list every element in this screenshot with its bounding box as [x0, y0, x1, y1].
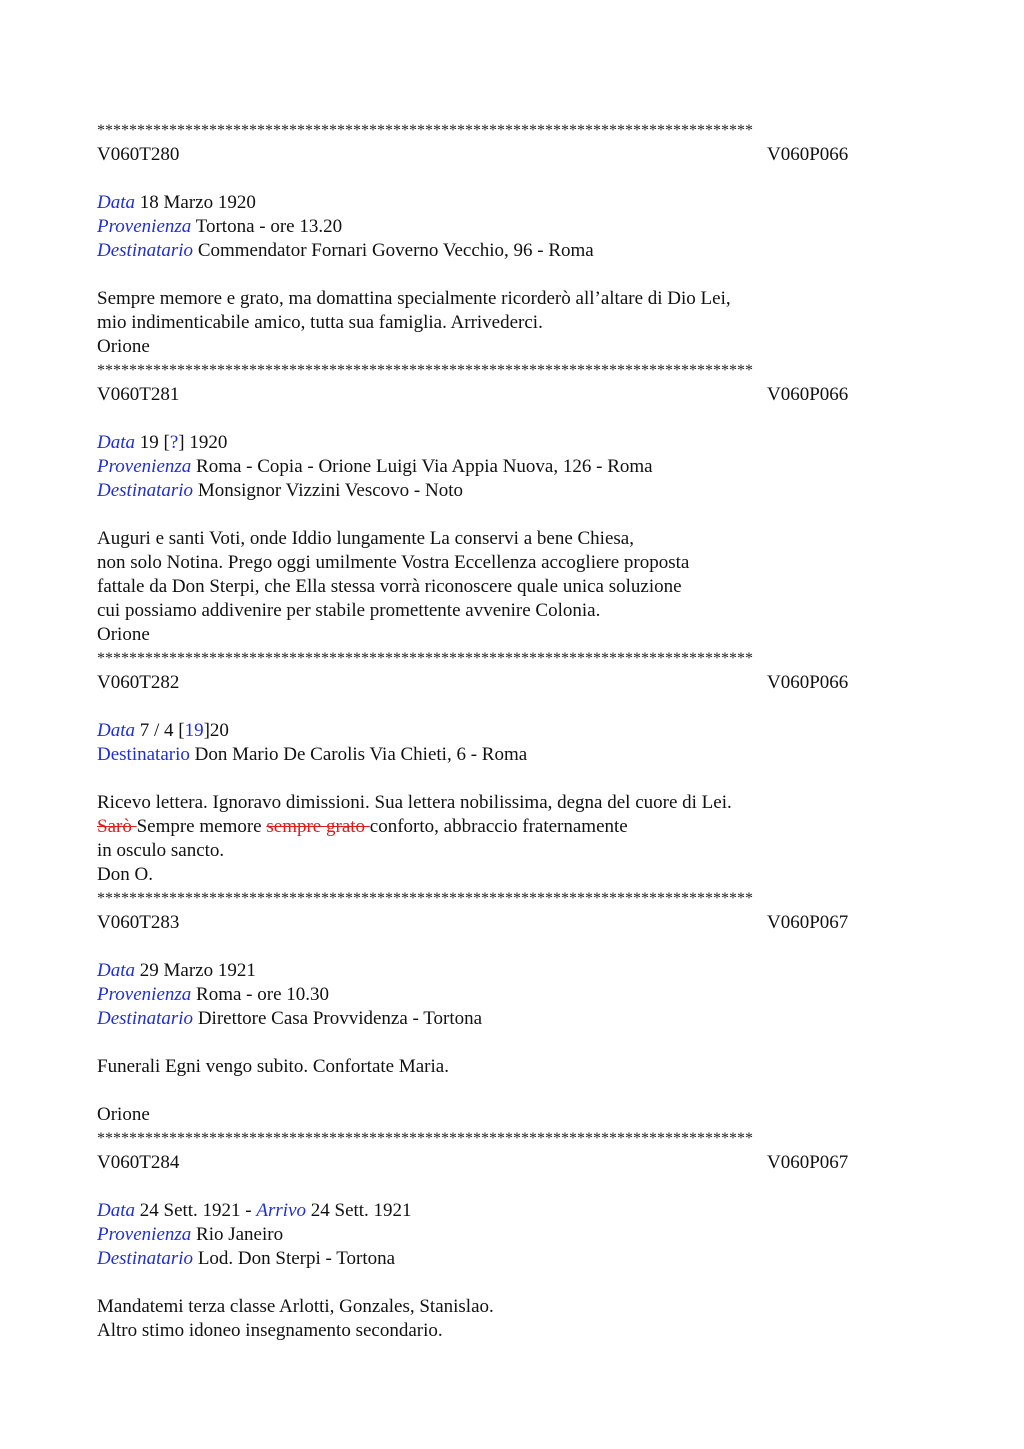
data-value: 29 Marzo 1921 [139, 960, 256, 981]
arrivo-value: 24 Sett. 1921 [310, 1200, 412, 1221]
entry-id: V060T280 [97, 144, 180, 165]
entry-header [97, 143, 927, 167]
signature: Don O. [97, 864, 153, 885]
provenienza-line [97, 455, 927, 479]
deleted-text: Sarò [97, 816, 137, 837]
provenienza-value: Rio Janeiro [196, 1224, 284, 1245]
destinatario-value: Direttore Casa Provvidenza - Tortona [197, 1008, 483, 1029]
provenienza-line [97, 1223, 927, 1247]
signature: Orione [97, 336, 150, 357]
body-text: conforto, abbraccio fraternamente [369, 816, 628, 837]
page-id: V060P066 [767, 672, 849, 693]
data-label: Data [97, 432, 135, 453]
body-line: Mandatemi terza classe Arlotti, Gonzales, Stanislao. [97, 1296, 494, 1317]
deleted-text: sempre grato [266, 816, 370, 837]
page-id: V060P066 [767, 384, 849, 405]
data-uncertain: ? [169, 432, 179, 453]
data-value-post: ]20 [203, 720, 229, 741]
body-line: fattale da Don Sterpi, che Ella stessa vorrà riconoscere quale unica soluzione [97, 576, 682, 597]
signature: Orione [97, 1104, 150, 1125]
destinatario-label: Destinatario [97, 1248, 194, 1269]
destinatario-label: Destinatario [97, 240, 194, 261]
entry-header [97, 671, 927, 695]
separator-stars: ********************************************************************************** [97, 362, 753, 379]
destinatario-value: Don Mario De Carolis Via Chieti, 6 - Roma [194, 744, 528, 765]
data-value: 24 Sett. 1921 - [139, 1200, 257, 1221]
entry-header [97, 1151, 927, 1175]
body-line: in osculo sancto. [97, 840, 225, 861]
separator-stars: ********************************************************************************** [97, 650, 753, 667]
data-line [97, 959, 927, 983]
provenienza-label: Provenienza [97, 1224, 192, 1245]
destinatario-value: Lod. Don Sterpi - Tortona [197, 1248, 396, 1269]
data-value-post: ] 1920 [178, 432, 228, 453]
destinatario-line [97, 1007, 927, 1031]
page-id: V060P067 [767, 1152, 849, 1173]
destinatario-value: Monsignor Vizzini Vescovo - Noto [197, 480, 464, 501]
provenienza-label: Provenienza [97, 984, 192, 1005]
body-line: Sempre memore e grato, ma domattina specialmente ricorderò all’altare di Dio Lei, [97, 288, 731, 309]
provenienza-label: Provenienza [97, 216, 192, 237]
data-value: 18 Marzo 1920 [139, 192, 256, 213]
data-label: Data [97, 1200, 135, 1221]
destinatario-value: Commendator Fornari Governo Vecchio, 96 - Roma [197, 240, 594, 261]
data-line [97, 719, 927, 743]
entry-id: V060T281 [97, 384, 180, 405]
page-id: V060P066 [767, 144, 849, 165]
data-line [97, 191, 927, 215]
data-value-pre: 19 [ [139, 432, 170, 453]
destinatario-label: Destinatario [97, 480, 194, 501]
signature: Orione [97, 624, 150, 645]
destinatario-line [97, 1247, 927, 1271]
document-page [97, 119, 927, 1343]
entry-header [97, 383, 927, 407]
body-line: Ricevo lettera. Ignoravo dimissioni. Sua lettera nobilissima, degna del cuore di Lei. [97, 792, 732, 813]
destinatario-label: Destinatario [97, 1008, 194, 1029]
body-line: Altro stimo idoneo insegnamento secondario. [97, 1320, 443, 1341]
entry-id: V060T283 [97, 912, 180, 933]
destinatario-line [97, 239, 927, 263]
provenienza-value: Tortona - ore 13.20 [195, 216, 343, 237]
separator-stars: ********************************************************************************** [97, 890, 753, 907]
data-label: Data [97, 960, 135, 981]
provenienza-value: Roma - ore 10.30 [196, 984, 330, 1005]
destinatario-line [97, 743, 927, 767]
body-line: Auguri e santi Voti, onde Iddio lungamente La conservi a bene Chiesa, [97, 528, 634, 549]
page-id: V060P067 [767, 912, 849, 933]
data-label: Data [97, 192, 135, 213]
provenienza-line [97, 983, 927, 1007]
destinatario-line [97, 479, 927, 503]
body-line: mio indimenticabile amico, tutta sua famiglia. Arrivederci. [97, 312, 543, 333]
provenienza-label: Provenienza [97, 456, 192, 477]
body-line-edited [97, 815, 927, 839]
body-line: Funerali Egni vengo subito. Confortate Maria. [97, 1056, 449, 1077]
provenienza-value: Roma - Copia - Orione Luigi Via Appia Nuova, 126 - Roma [196, 456, 653, 477]
separator-stars: ********************************************************************************** [97, 1130, 753, 1147]
data-line [97, 431, 927, 455]
destinatario-label: Destinatario [97, 744, 190, 765]
data-value-pre: 7 / 4 [ [139, 720, 185, 741]
provenienza-line [97, 215, 927, 239]
arrivo-label: Arrivo [256, 1200, 306, 1221]
entry-header [97, 911, 927, 935]
separator-stars: ********************************************************************************** [97, 122, 753, 139]
data-uncertain: 19 [184, 720, 204, 741]
body-text: Sempre memore [136, 816, 267, 837]
data-label: Data [97, 720, 135, 741]
data-line [97, 1199, 927, 1223]
entry-id: V060T282 [97, 672, 180, 693]
entry-id: V060T284 [97, 1152, 180, 1173]
body-line: cui possiamo addivenire per stabile promettente avvenire Colonia. [97, 600, 601, 621]
body-line: non solo Notina. Prego oggi umilmente Vostra Eccellenza accogliere proposta [97, 552, 690, 573]
